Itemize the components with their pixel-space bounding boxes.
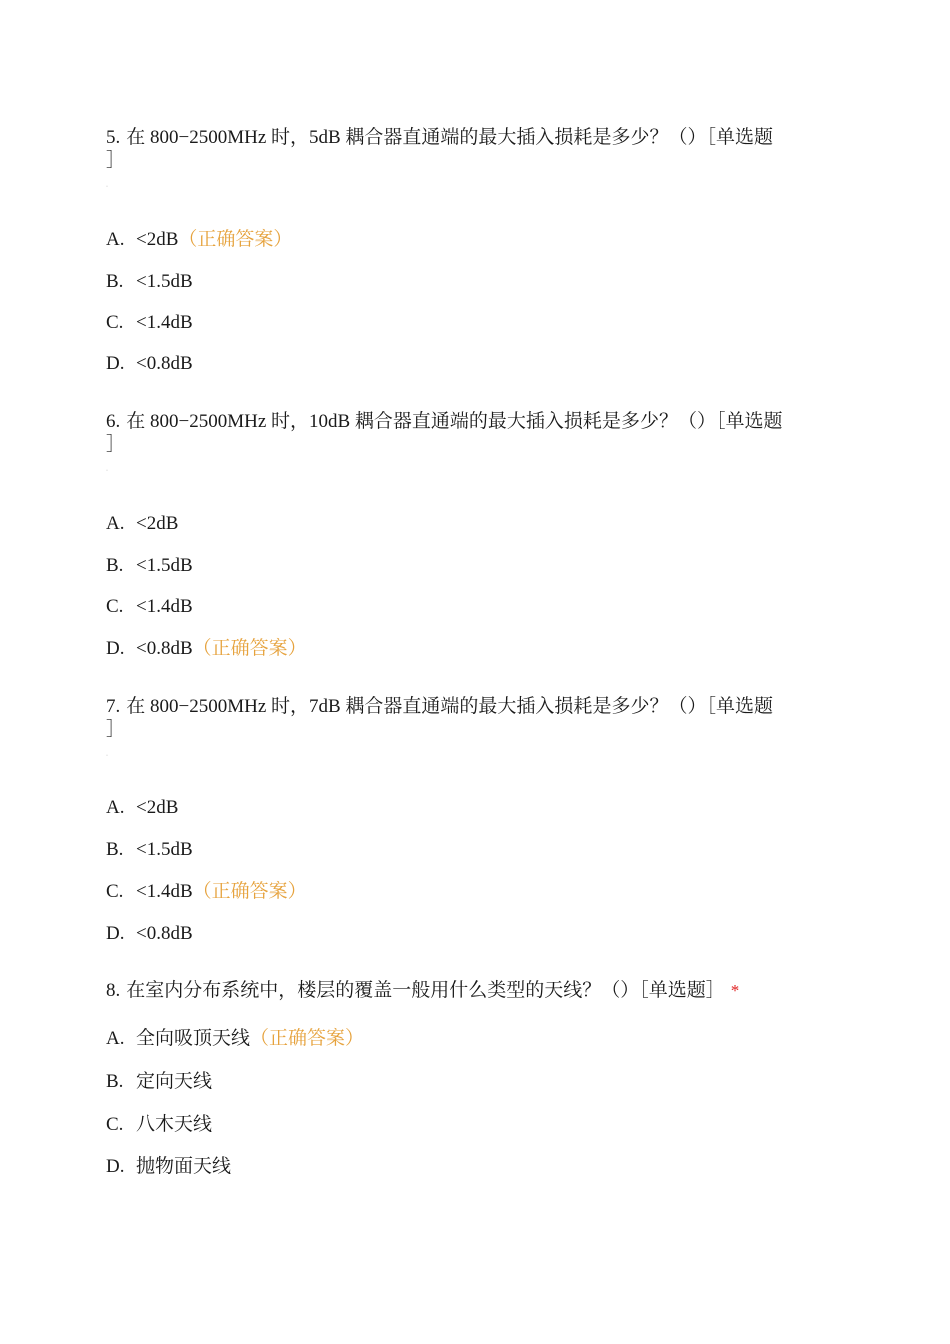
question-title — [106, 695, 846, 741]
option-b[interactable]: B. <1.5dB — [106, 839, 193, 860]
separator-dot: · — [106, 468, 108, 474]
option-c[interactable]: C. <1.4dB — [106, 596, 193, 617]
question-6 — [106, 410, 846, 474]
option-d[interactable]: D. 抛物面天线 — [106, 1156, 232, 1177]
correct-answer-label: （正确答案） — [178, 229, 293, 250]
option-b[interactable]: B. <1.5dB — [106, 555, 193, 576]
option-c[interactable]: C. <1.4dB（正确答案） — [106, 881, 307, 902]
option-a[interactable]: A. <2dB（正确答案） — [106, 229, 293, 250]
question-number: 7. — [106, 696, 121, 717]
option-a[interactable]: A. <2dB — [106, 797, 179, 818]
option-d[interactable]: D. <0.8dB — [106, 353, 193, 374]
required-star: * — [730, 981, 740, 1000]
separator-dot: · — [106, 753, 108, 759]
correct-answer-label: （正确答案） — [250, 1028, 365, 1049]
question-title — [106, 126, 846, 172]
option-d[interactable]: D. <0.8dB — [106, 923, 193, 944]
separator-dot: · — [106, 184, 108, 190]
question-text-end: ］ — [106, 434, 126, 455]
question-text: 在 800−2500MHz 时，7dB 耦合器直通端的最大插入损耗是多少？（）［单选题 — [126, 696, 773, 717]
question-number: 6. — [106, 411, 121, 432]
question-text-end: ］ — [106, 719, 126, 740]
question-title — [106, 979, 846, 1002]
question-number: 5. — [106, 127, 121, 148]
option-c[interactable]: C. <1.4dB — [106, 312, 193, 333]
correct-answer-label: （正确答案） — [192, 638, 307, 659]
option-b[interactable]: B. <1.5dB — [106, 271, 193, 292]
question-8 — [106, 979, 846, 1002]
question-text: 在 800−2500MHz 时，10dB 耦合器直通端的最大插入损耗是多少？（）［单选题 — [126, 411, 783, 432]
question-7 — [106, 695, 846, 759]
option-b[interactable]: B. 定向天线 — [106, 1071, 213, 1092]
question-text: 在室内分布系统中，楼层的覆盖一般用什么类型的天线？（）［单选题］ — [126, 980, 725, 1001]
question-number: 8. — [106, 980, 121, 1001]
option-a[interactable]: A. <2dB — [106, 513, 179, 534]
option-a[interactable]: A. 全向吸顶天线（正确答案） — [106, 1028, 365, 1049]
question-text-end: ］ — [106, 150, 126, 171]
option-d[interactable]: D. <0.8dB（正确答案） — [106, 638, 307, 659]
question-title — [106, 410, 846, 456]
correct-answer-label: （正确答案） — [192, 881, 307, 902]
question-5 — [106, 126, 846, 190]
question-text: 在 800−2500MHz 时，5dB 耦合器直通端的最大插入损耗是多少？（）［单选题 — [126, 127, 773, 148]
option-c[interactable]: C. 八木天线 — [106, 1114, 213, 1135]
